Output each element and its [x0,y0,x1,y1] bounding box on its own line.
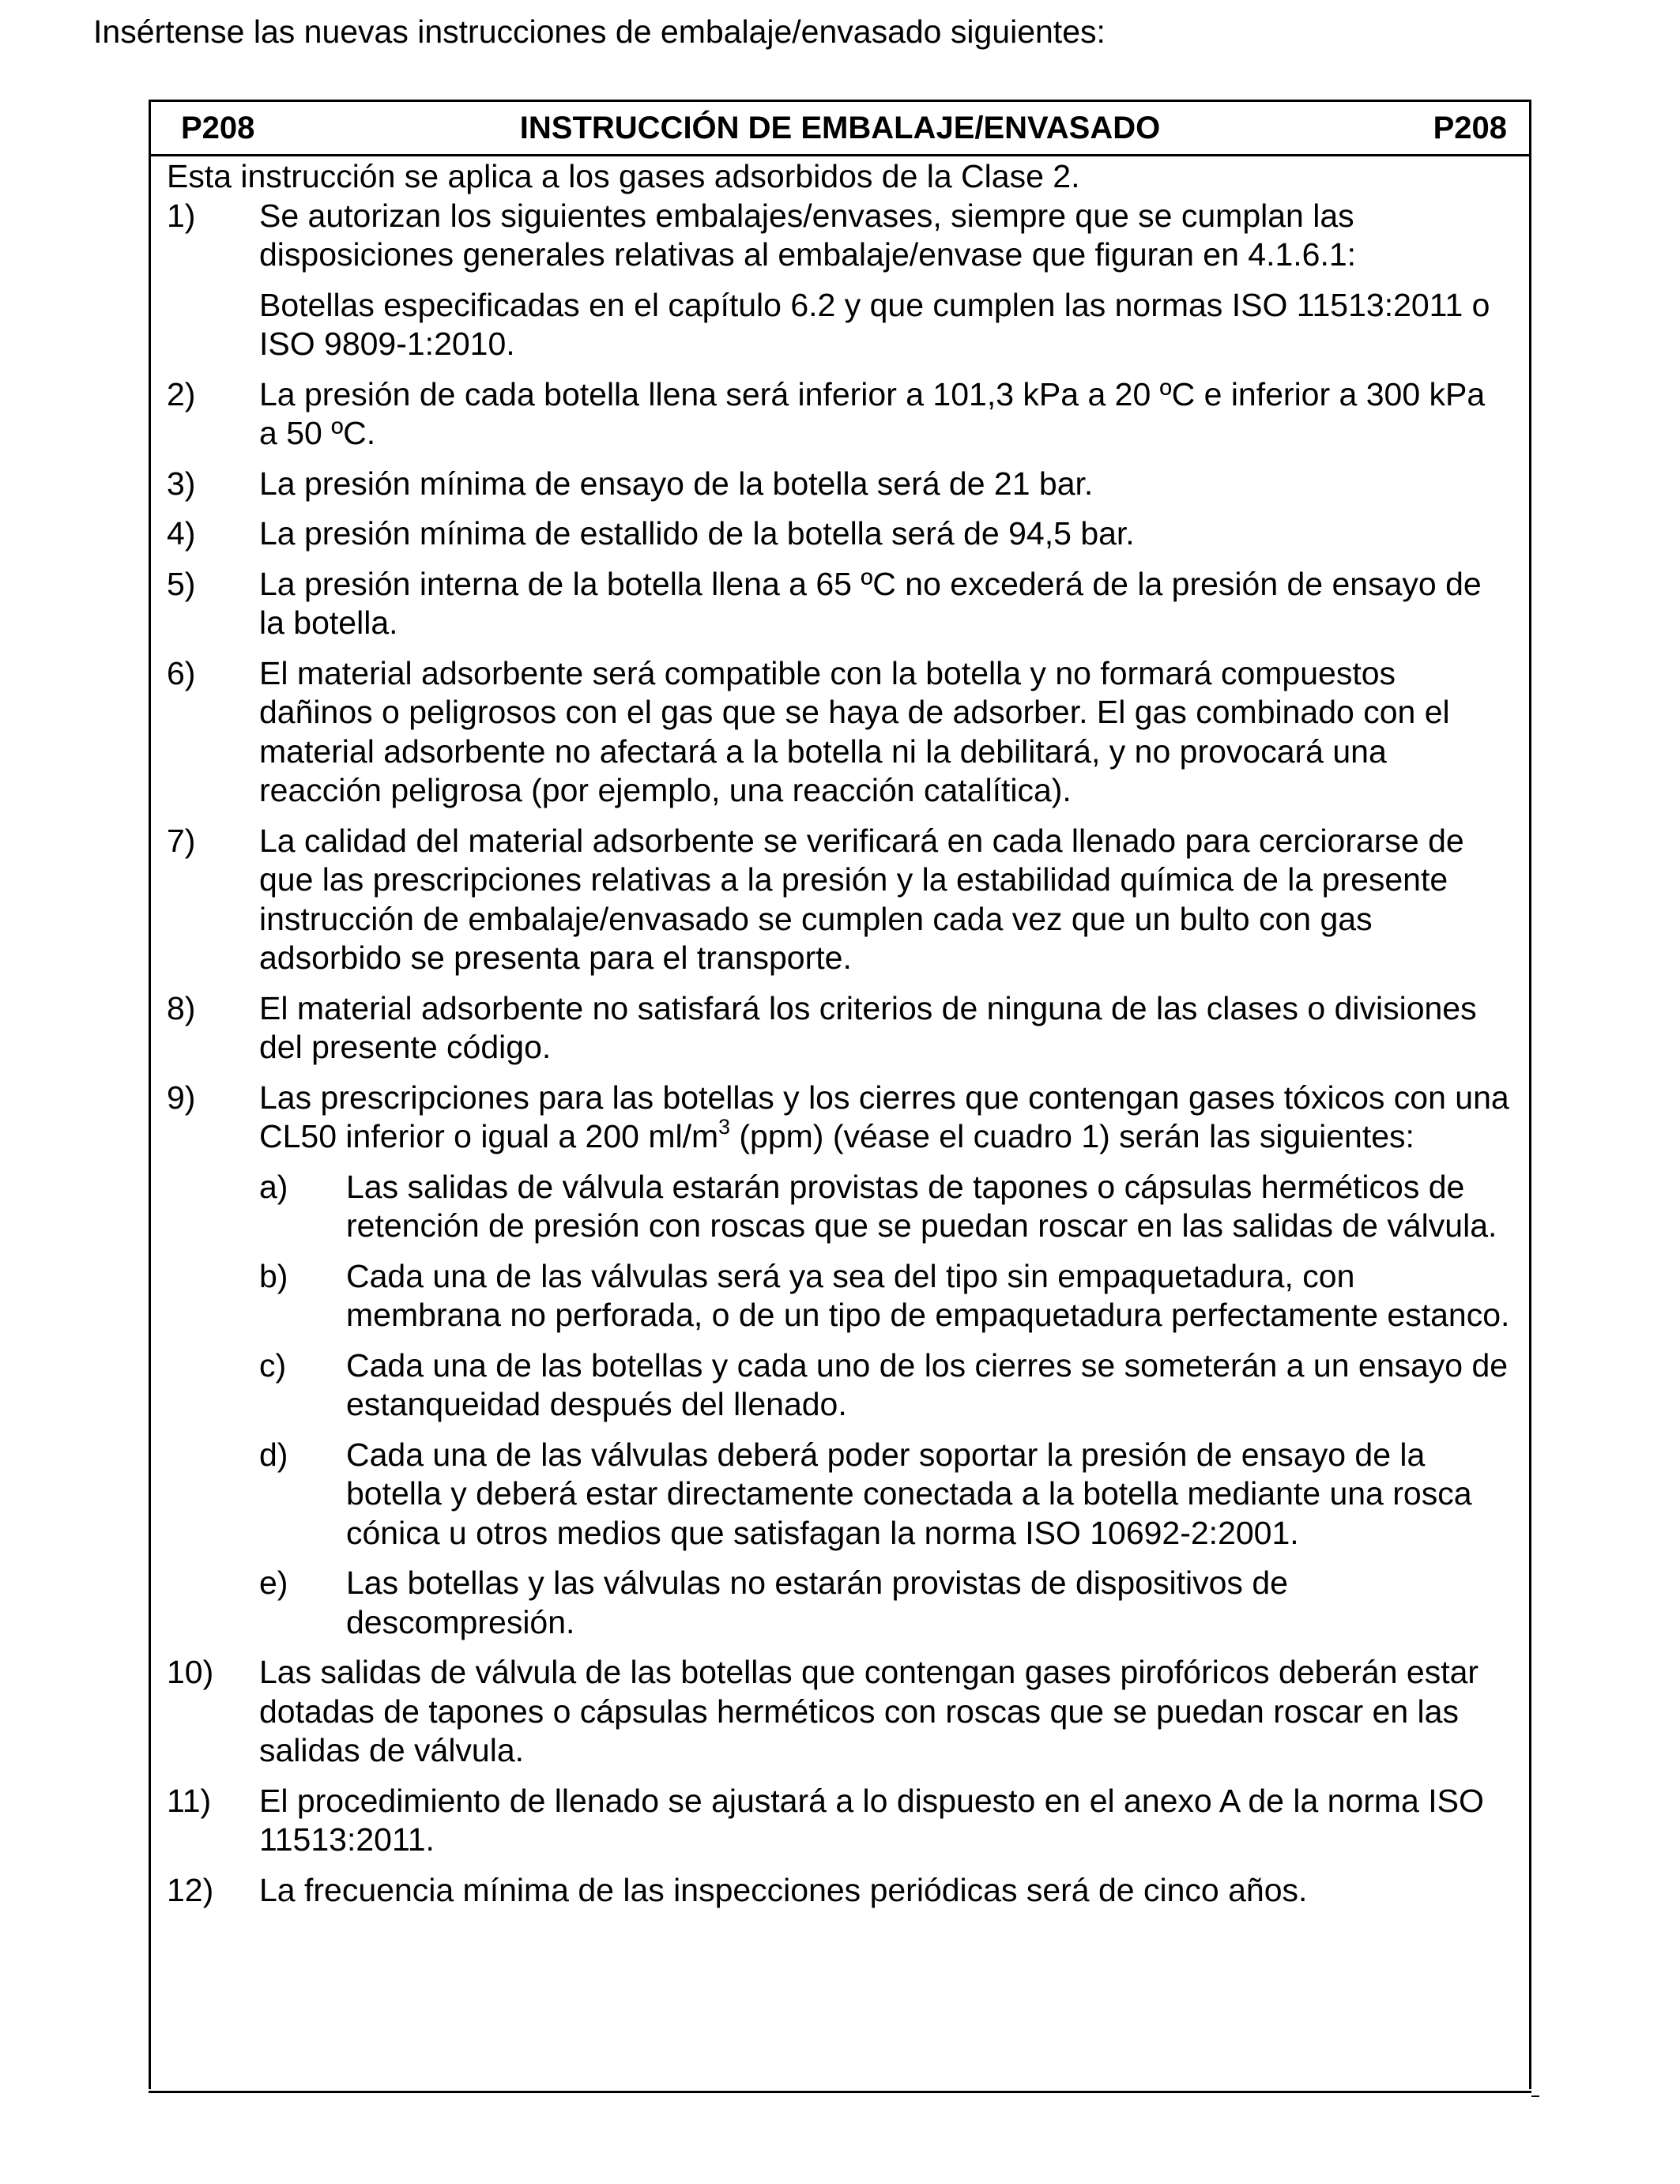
item-text: El material adsorbente no satisfará los criterios de ninguna de las clases o divisiones del presente código. [259,989,1477,1065]
item-number: 10) [167,1654,214,1690]
sub-item-letter: c) [259,1346,287,1384]
item-number: 2) [167,375,196,412]
item-number: 7) [167,822,196,859]
item-number: 6) [167,654,196,691]
list-item [167,514,1510,554]
item-text [259,1079,1510,1157]
sub-item [259,1346,1510,1425]
sub-item [259,1168,1510,1246]
item-text: Se autorizan los siguientes embalajes/envases, siempre que se cumplan las disposiciones generales relativas al embalaje/envase que figuran en 4.1.6.1: [259,197,1357,273]
packing-instruction-box [149,100,1531,2089]
sub-item-letter: a) [259,1168,288,1205]
instruction-code-left: P208 [181,111,255,145]
list-item [167,822,1510,978]
item-number: 3) [167,465,196,502]
item-text-part: Las prescripciones para las botellas y los cierres que contengan gases tóxicos con una CL50 inferior o igual a 200 ml/m [259,1079,1509,1154]
item-number: 11) [167,1782,212,1819]
sub-item-letter: e) [259,1565,288,1601]
sub-item-letter: d) [259,1436,288,1473]
item-text: La frecuencia mínima de las inspecciones periódicas será de cinco años. [259,1871,1308,1908]
item-text: El material adsorbente será compatible con la botella y no formará compuestos dañinos o peligrosos con el gas que se haya de adsorber. El gas combinado con el material adsorbente no afectará a la botella ni la debilitará, y no provocará una reacción peligrosa (por ejemplo, una reacción catalítica). [259,654,1450,808]
sub-item-text: Cada una de las botellas y cada uno de los cierres se someterán a un ensayo de estanqueidad después del llenado. [346,1346,1509,1422]
item-subparagraph: Botellas especificadas en el capítulo 6.2 y que cumplen las normas ISO 11513:2011 o ISO 9809-1:2010. [259,286,1490,362]
item-text: La presión interna de la botella llena a 65 ºC no excederá de la presión de ensayo de la botella. [259,565,1482,641]
list-item [167,465,1510,504]
box-bottom-rule [149,2091,1531,2093]
sub-item [259,1564,1510,1642]
sub-item-text: Las botellas y las válvulas no estarán provistas de dispositivos de descompresión. [346,1565,1288,1640]
sub-item-text: Cada una de las válvulas será ya sea del tipo sin empaquetadura, con membrana no perforada, o de un tipo de empaquetadura perfectamente estanco. [346,1257,1510,1333]
item-text: La calidad del material adsorbente se verificará en cada llenado para cerciorarse de que las prescripciones relativas a la presión y la estabilidad química de la presente instrucción de embalaje/envasado se cumplen cada vez que un bulto con gas adsorbido se presenta para el transporte. [259,822,1464,976]
item-text: La presión mínima de ensayo de la botella será de 21 bar. [259,465,1094,502]
item-text: La presión de cada botella llena será inferior a 101,3 kPa a 20 ºC e inferior a 300 kPa a 50 ºC. [259,375,1486,451]
list-item [167,1653,1510,1771]
item-number: 5) [167,565,196,602]
sub-item [259,1436,1510,1553]
box-bottom-tick [1531,2096,1539,2097]
list-item [167,565,1510,643]
item-number: 12) [167,1871,214,1908]
item-text: La presión mínima de estallido de la botella será de 94,5 bar. [259,515,1135,552]
list-item [167,1079,1510,1643]
item-text-part: (ppm) (véase el cuadro 1) serán las siguientes: [729,1118,1414,1154]
list-item [167,197,1510,364]
instruction-header [151,102,1529,156]
intro-text: Insértense las nuevas instrucciones de embalaje/envasado siguientes: [93,13,1106,50]
item-number: 1) [167,197,196,234]
instruction-body [167,157,1510,1910]
scope-statement: Esta instrucción se aplica a los gases adsorbidos de la Clase 2. [167,158,1080,194]
list-item [167,1782,1510,1860]
instruction-title: INSTRUCCIÓN DE EMBALAJE/ENVASADO [519,111,1161,145]
item-number: 8) [167,989,196,1026]
item-text: Las salidas de válvula de las botellas que contengan gases pirofóricos deberán estar dotadas de tapones o cápsulas herméticos con roscas que se puedan roscar en las salidas de válvula. [259,1654,1479,1768]
item-text: El procedimiento de llenado se ajustará a lo dispuesto en el anexo A de la norma ISO 11513:2011. [259,1782,1484,1858]
list-item [167,375,1510,454]
sub-item-text: Cada una de las válvulas deberá poder soportar la presión de ensayo de la botella y deberá estar directamente conectada a la botella mediante una rosca cónica u otros medios que satisfagan la norma ISO 10692-2:2001. [346,1436,1472,1551]
sub-item [259,1257,1510,1335]
sub-item-letter: b) [259,1257,288,1294]
list-item [167,654,1510,811]
list-item [167,1871,1510,1911]
item-number: 4) [167,515,196,552]
list-item [167,989,1510,1068]
sub-item-text: Las salidas de válvula estarán provistas de tapones o cápsulas herméticos de retención de presión con roscas que se puedan roscar en las salidas de válvula. [346,1168,1497,1244]
superscript-exponent: 3 [718,1114,730,1139]
item-number: 9) [167,1079,196,1116]
instruction-code-right: P208 [1433,111,1507,145]
